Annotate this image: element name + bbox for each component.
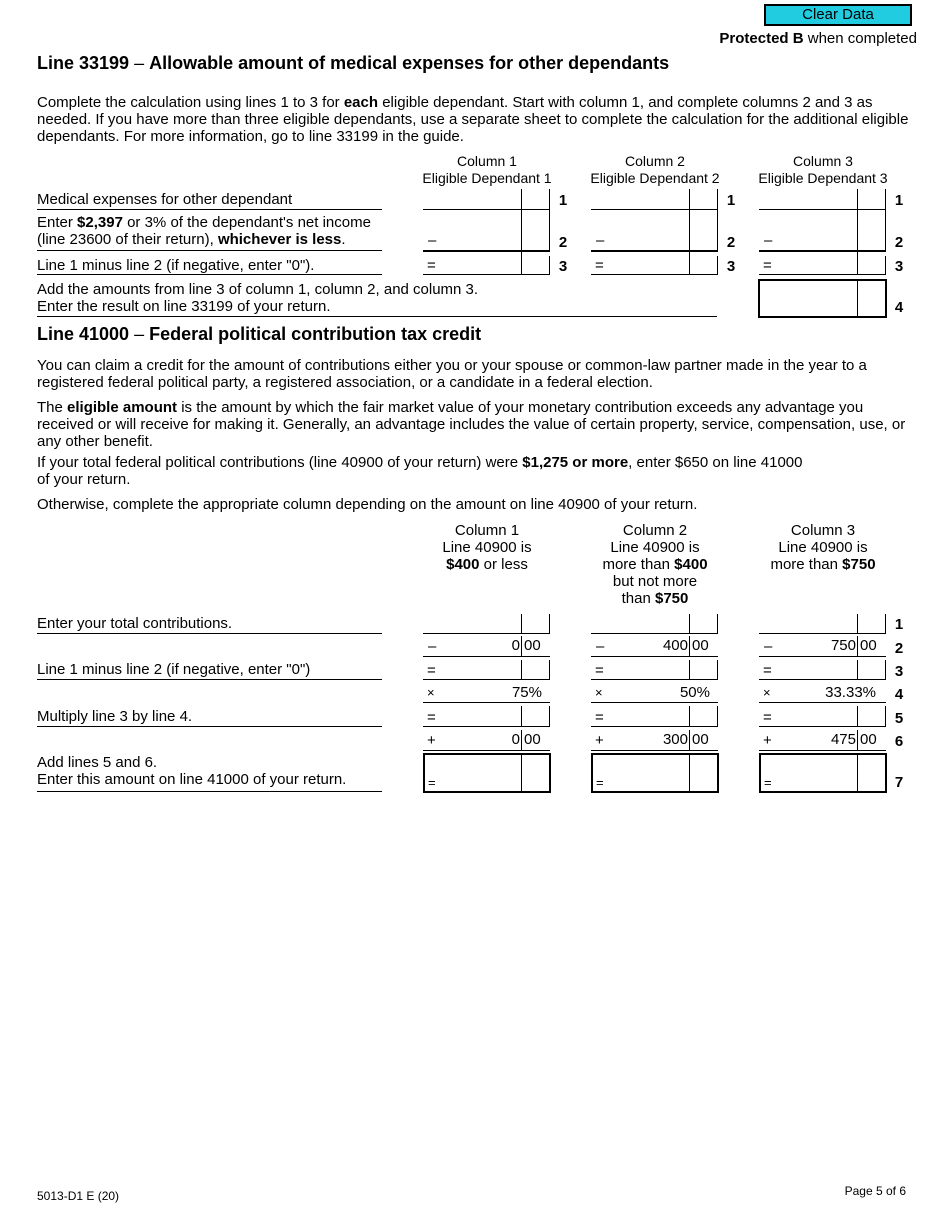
s1-c2-line2-field[interactable] <box>591 250 718 252</box>
s2-col2-header: Column 2 Line 40900 is more than $400 but not more than $750 <box>602 522 708 607</box>
s1-row1-label: Medical expenses for other dependant <box>37 191 293 208</box>
s2-c1-line2-cents: 00 <box>524 637 541 654</box>
s2-c3-line7-field[interactable] <box>759 753 887 793</box>
s2-c1-line5-field[interactable] <box>423 726 550 727</box>
section-41000-p3: If your total federal political contributions (line 40900 of your return) were $1,275 or more, enter $650 on line 41000 of your return. <box>37 454 803 488</box>
page-number: Page 5 of 6 <box>844 1184 906 1198</box>
s2-col1-header: Column 1 Line 40900 is $400 or less <box>442 522 532 573</box>
s2-c1-line2-dollars: 0 <box>511 637 520 654</box>
s2-c3-line5-field[interactable] <box>759 726 886 727</box>
s2-c2-line6-dollars: 300 <box>662 731 688 748</box>
s1-c1-line3-field[interactable] <box>423 274 550 275</box>
s1-line4-total-field[interactable] <box>758 279 887 318</box>
section-41000-p4: Otherwise, complete the appropriate column depending on the amount on line 40900 of your return. <box>37 496 698 513</box>
s2-c3-line4-rate: 33.33% <box>825 684 876 701</box>
s2-col3-header: Column 3 Line 40900 is more than $750 <box>770 522 876 573</box>
s1-c3-line2-field[interactable] <box>759 250 886 252</box>
s2-c3-line6-dollars: 475 <box>830 731 856 748</box>
s2-c1-line1-field[interactable] <box>423 633 550 634</box>
s2-c1-line6-dollars: 0 <box>511 731 520 748</box>
s2-c2-line6-cents: 00 <box>692 731 709 748</box>
s2-row5-label: Multiply line 3 by line 4. <box>37 708 193 725</box>
s2-c1-line4-rate: 75% <box>511 684 542 701</box>
section-41000-p1: You can claim a credit for the amount of contributions either you or your spouse or common-law partner made in the year to a registered federal political party, a registered association, or a candidate in a federal election. <box>37 357 867 391</box>
s2-c3-line2-cents: 00 <box>860 637 877 654</box>
s2-c2-line5-field[interactable] <box>591 726 718 727</box>
s2-c3-line3-field[interactable] <box>759 679 886 680</box>
s2-c3-line1-field[interactable] <box>759 633 886 634</box>
form-code: 5013-D1 E (20) <box>37 1189 120 1203</box>
s1-c1-line1-field[interactable] <box>423 209 550 210</box>
section-41000-title: Line 41000 – Federal political contribution tax credit <box>37 324 482 344</box>
s1-row4-label: Add the amounts from line 3 of column 1, column 2, and column 3. Enter the result on line 33199 of your return. <box>37 281 479 315</box>
s2-c2-line3-field[interactable] <box>591 679 718 680</box>
s1-c3-line1-field[interactable] <box>759 209 886 210</box>
section-33199-title: Line 33199 – Allowable amount of medical expenses for other dependants <box>37 53 670 73</box>
clear-data-button[interactable]: Clear Data <box>764 4 912 26</box>
s1-c3-line3-field[interactable] <box>759 274 886 275</box>
s2-row1-label: Enter your total contributions. <box>37 615 233 632</box>
s2-row7-label: Add lines 5 and 6. Enter this amount on line 41000 of your return. <box>37 754 347 788</box>
s1-col2-header: Column 2 Eligible Dependant 2 <box>590 153 720 186</box>
s1-row3-label: Line 1 minus line 2 (if negative, enter "0"). <box>37 257 315 274</box>
s2-c3-line2-dollars: 750 <box>830 637 856 654</box>
s1-col1-header: Column 1 Eligible Dependant 1 <box>422 153 552 186</box>
s1-c1-line2-field[interactable] <box>423 250 550 252</box>
s1-col3-header: Column 3 Eligible Dependant 3 <box>758 153 888 186</box>
section-33199-intro: Complete the calculation using lines 1 to 3 for each eligible dependant. Start with column 1, and complete columns 2 and 3 as needed. If you have more than three eligible dependants, use a separate sheet to complete the calculation for the additional eligible dependants. For more information, go to line 33199 in the guide. <box>37 94 909 145</box>
s2-row3-label: Line 1 minus line 2 (if negative, enter "0") <box>37 661 311 678</box>
protected-b-notice: Protected B when completed <box>719 30 917 47</box>
s2-c3-line6-cents: 00 <box>860 731 877 748</box>
section-41000-p2: The eligible amount is the amount by which the fair market value of your monetary contribution exceeds any advantage you received or will receive for making it. Generally, an advantage includes the value of certain property, service, compensation, use, or any other benefit. <box>37 399 906 450</box>
s1-c2-line1-field[interactable] <box>591 209 718 210</box>
s2-c1-line7-field[interactable] <box>423 753 551 793</box>
s2-c2-line2-cents: 00 <box>692 637 709 654</box>
s2-c2-line4-rate: 50% <box>679 684 710 701</box>
s2-c2-line7-field[interactable] <box>591 753 719 793</box>
s2-c2-line1-field[interactable] <box>591 633 718 634</box>
s1-row2-label: Enter $2,397 or 3% of the dependant's net income (line 23600 of their return), whichever is less. <box>37 214 371 248</box>
s1-c2-line3-field[interactable] <box>591 274 718 275</box>
s2-c1-line6-cents: 00 <box>524 731 541 748</box>
s2-c1-line3-field[interactable] <box>423 679 550 680</box>
s2-c2-line2-dollars: 400 <box>662 637 688 654</box>
